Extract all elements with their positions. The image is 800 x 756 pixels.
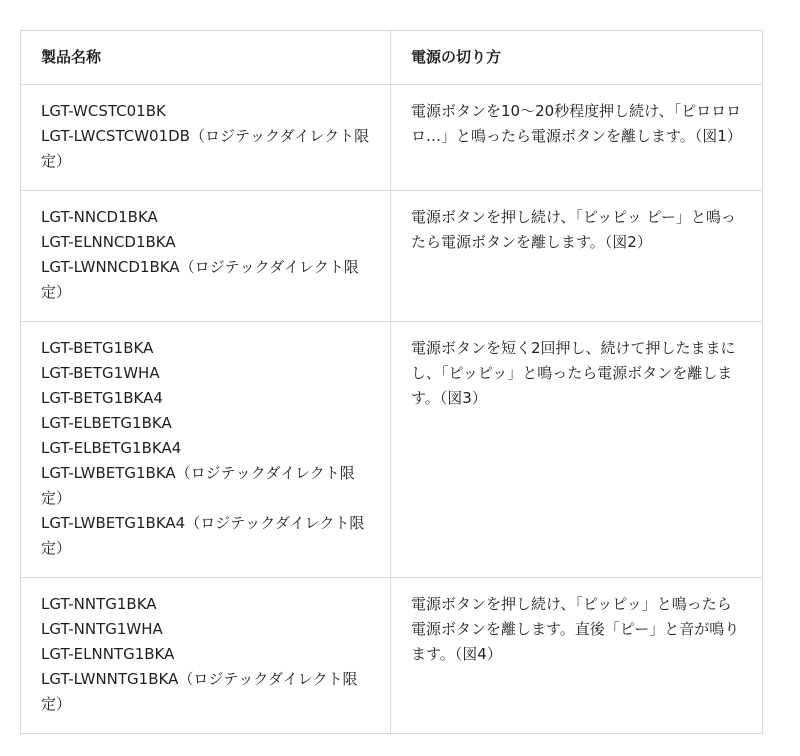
instruction-cell: 電源ボタンを押し続け、「ピッピッ ピー」と鳴ったら電源ボタンを離します。（図2） <box>391 191 763 322</box>
product-model: LGT-LWCSTCW01DB（ロジテックダイレクト限定） <box>41 127 370 170</box>
table-header-row <box>21 31 763 85</box>
product-model: LGT-ELNNTG1BKA <box>41 645 175 663</box>
product-model: LGT-NNCD1BKA <box>41 208 158 226</box>
product-cell <box>21 85 391 191</box>
product-model: LGT-LWBETG1BKA4（ロジテックダイレクト限定） <box>41 514 365 557</box>
product-model: LGT-NNTG1BKA <box>41 595 157 613</box>
header-product-name: 製品名称 <box>21 31 391 85</box>
instruction-cell: 電源ボタンを短く2回押し、続けて押したままにし、「ピッピッ」と鳴ったら電源ボタンを離します。（図3） <box>391 322 763 578</box>
product-model: LGT-WCSTC01BK <box>41 102 166 120</box>
header-power-off: 電源の切り方 <box>391 31 763 85</box>
power-off-table <box>20 30 763 734</box>
instruction-cell: 電源ボタンを押し続け、「ピッピッ」と鳴ったら電源ボタンを離します。直後「ピー」と音が鳴ります。（図4） <box>391 578 763 734</box>
instruction-cell: 電源ボタンを10〜20秒程度押し続け、「ピロロロロ…」と鳴ったら電源ボタンを離します。（図1） <box>391 85 763 191</box>
product-cell <box>21 578 391 734</box>
product-model: LGT-LWNNTG1BKA（ロジテックダイレクト限定） <box>41 670 358 713</box>
product-model: LGT-LWBETG1BKA（ロジテックダイレクト限定） <box>41 464 355 507</box>
power-off-table-container <box>20 30 762 734</box>
table-row <box>21 191 763 322</box>
product-model: LGT-NNTG1WHA <box>41 620 163 638</box>
product-cell <box>21 191 391 322</box>
product-cell <box>21 322 391 578</box>
table-row <box>21 578 763 734</box>
table-row <box>21 85 763 191</box>
product-model: LGT-ELBETG1BKA <box>41 414 172 432</box>
product-model: LGT-LWNNCD1BKA（ロジテックダイレクト限定） <box>41 258 359 301</box>
product-model: LGT-BETG1BKA4 <box>41 389 163 407</box>
product-model: LGT-ELBETG1BKA4 <box>41 439 182 457</box>
table-row <box>21 322 763 578</box>
product-model: LGT-BETG1BKA <box>41 339 154 357</box>
product-model: LGT-ELNNCD1BKA <box>41 233 176 251</box>
product-model: LGT-BETG1WHA <box>41 364 160 382</box>
